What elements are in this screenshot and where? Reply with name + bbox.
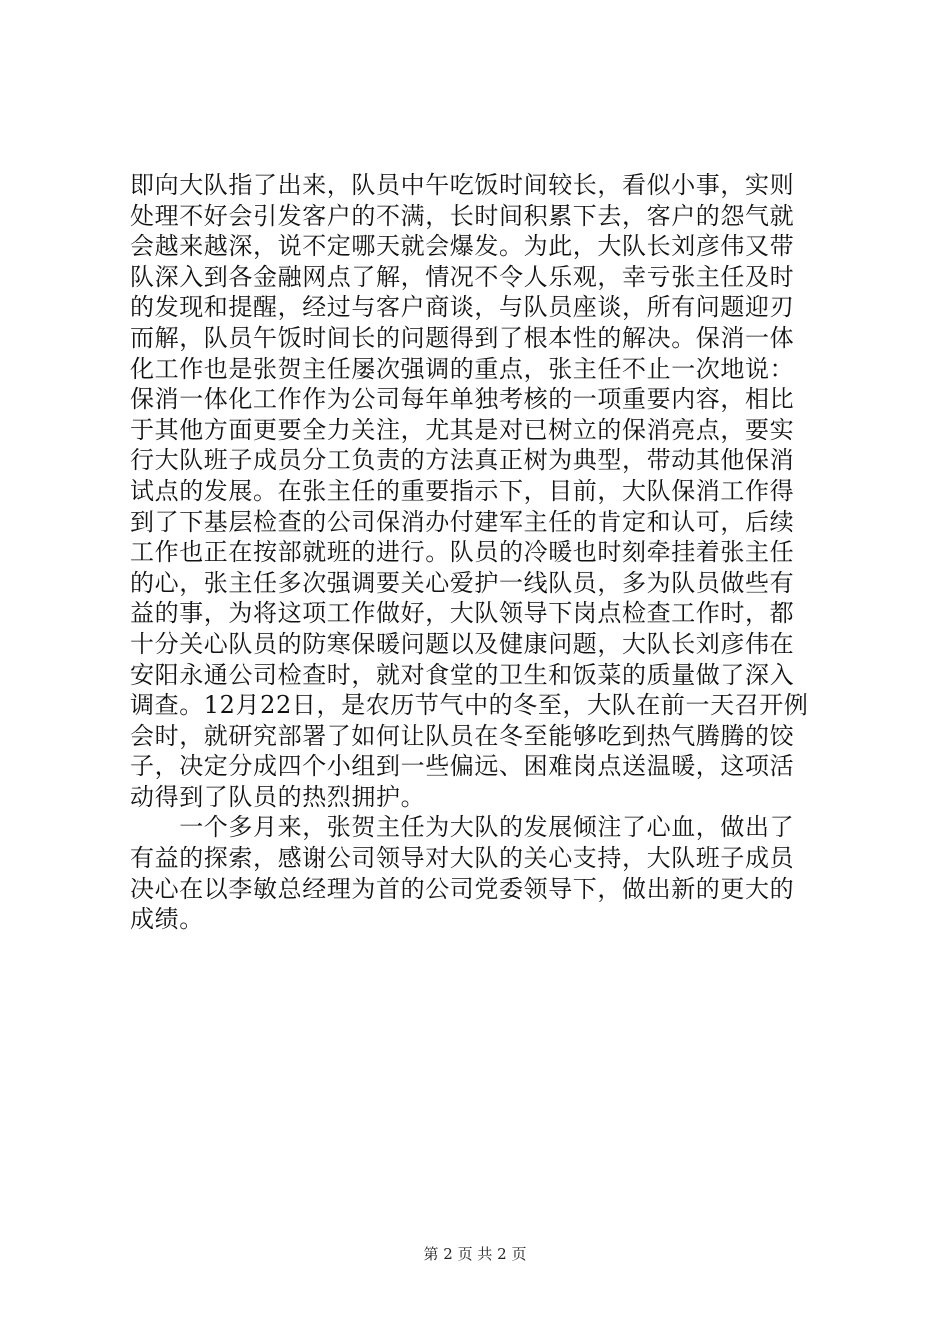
page-footer (0, 1244, 950, 1264)
text-line: 动得到了队员的热烈拥护。 (130, 782, 426, 811)
text-line: 成绩。 (130, 905, 204, 934)
text-line: 队深入到各金融网点了解，情况不令人乐观，幸亏张主任及时 (130, 262, 795, 291)
text-line: 到了下基层检查的公司保消办付建军主任的肯定和认可，后续 (130, 507, 795, 536)
text-line: 而解，队员午饭时间长的问题得到了根本性的解决。保消一体 (130, 323, 795, 352)
text-line: 即向大队指了出来，队员中午吃饭时间较长，看似小事，实则 (130, 171, 795, 199)
text-line: 的发现和提醒，经过与客户商谈，与队员座谈，所有问题迎刃 (130, 293, 795, 322)
document-body (130, 170, 830, 935)
text-line: 子，决定分成四个小组到一些偏远、困难岗点送温暖，这项活 (130, 752, 795, 781)
text-line: 会越来越深，说不定哪天就会爆发。为此，大队长刘彦伟又带 (130, 232, 795, 261)
text-line: 的心，张主任多次强调要关心爱护一线队员，多为队员做些有 (130, 568, 795, 597)
text-line: 调查。12月22日，是农历节气中的冬至，大队在前一天召开例 (130, 691, 809, 720)
text-line: 行大队班子成员分工负责的方法真正树为典型，带动其他保消 (130, 446, 795, 475)
text-line: 益的事，为将这项工作做好，大队领导下岗点检查工作时，都 (130, 599, 795, 628)
text-line: 会时，就研究部署了如何让队员在冬至能够吃到热气腾腾的饺 (130, 721, 795, 750)
text-line: 工作也正在按部就班的进行。队员的冷暖也时刻牵挂着张主任 (130, 538, 795, 567)
page-number: 第 2 页 共 2 页 (423, 1245, 527, 1263)
text-line: 处理不好会引发客户的不满，长时间积累下去，客户的怨气就 (130, 201, 795, 230)
text-line: 决心在以李敏总经理为首的公司党委领导下，做出新的更大的 (130, 874, 795, 903)
text-line: 有益的探索，感谢公司领导对大队的关心支持，大队班子成员 (130, 844, 795, 873)
text-line: 一个多月来，张贺主任为大队的发展倾注了心血，做出了 (130, 813, 795, 842)
text-line: 试点的发展。在张主任的重要指示下，目前，大队保消工作得 (130, 476, 795, 505)
text-line: 保消一体化工作作为公司每年单独考核的一项重要内容，相比 (130, 385, 795, 414)
text-line: 化工作也是张贺主任屡次强调的重点，张主任不止一次地说： (130, 354, 795, 383)
text-line: 于其他方面更要全力关注，尤其是对已树立的保消亮点，要实 (130, 415, 795, 444)
text-line: 十分关心队员的防寒保暖问题以及健康问题，大队长刘彦伟在 (130, 629, 795, 658)
text-line: 安阳永通公司检查时，就对食堂的卫生和饭菜的质量做了深入 (130, 660, 795, 689)
